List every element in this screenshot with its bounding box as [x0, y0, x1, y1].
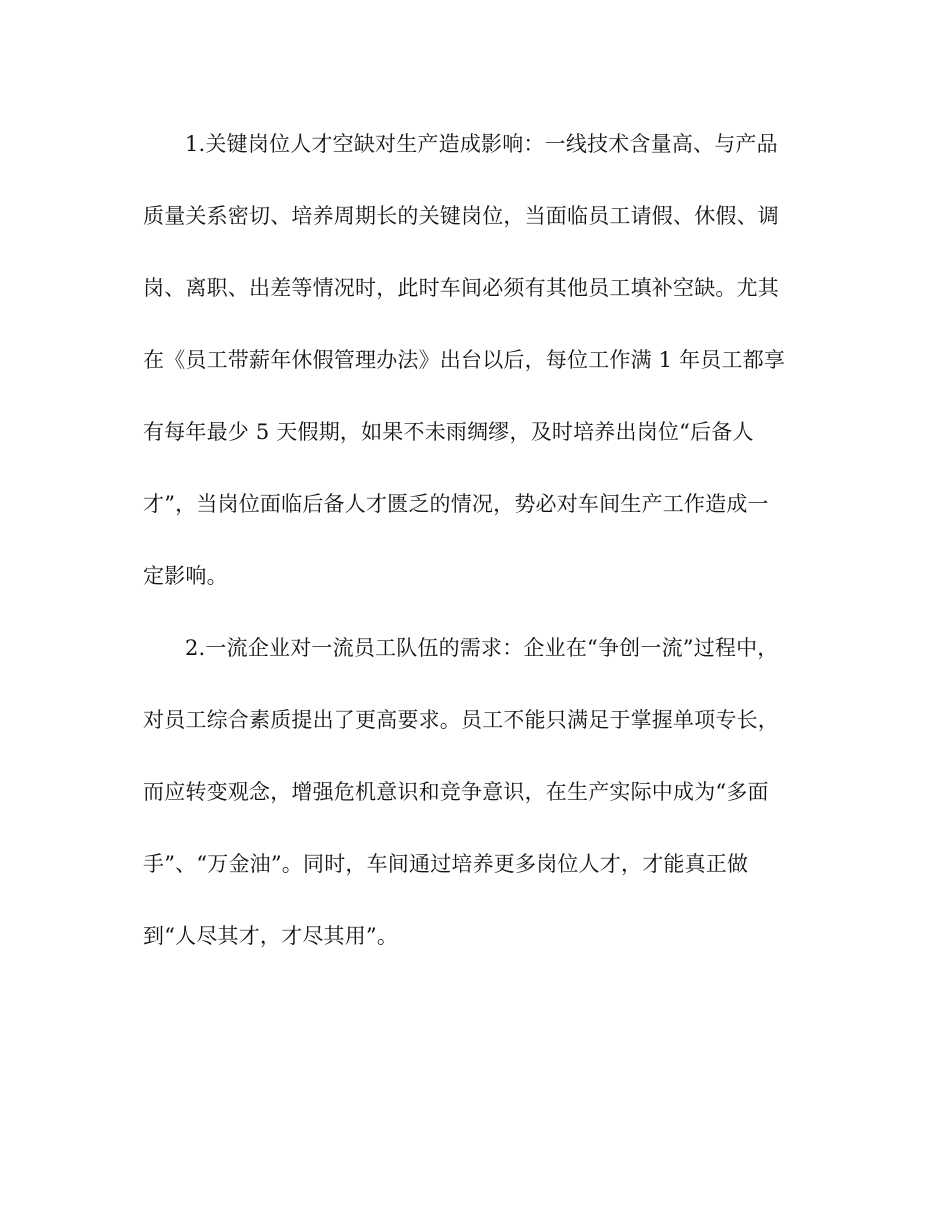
paragraph-2-line-2: 对员工综合素质提出了更高要求。员工不能只满足于掌握单项专长，	[143, 708, 779, 732]
paragraph-1-line-6: 才”，当岗位面临后备人才匮乏的情况，势必对车间生产工作造成一	[143, 492, 769, 516]
document-body	[143, 122, 808, 986]
paragraph-1-line-5: 有每年最少 5 天假期，如果不未雨绸缪，及时培养出岗位“后备人	[143, 420, 754, 444]
paragraph-1-line-2: 质量关系密切、培养周期长的关键岗位，当面临员工请假、休假、调	[143, 204, 779, 228]
paragraph-1-line-7: 定影响。	[143, 564, 228, 588]
paragraph-1-line-3: 岗、离职、出差等情况时，此时车间必须有其他员工填补空缺。尤其	[143, 276, 779, 300]
paragraph-1-line-4: 在《员工带薪年休假管理办法》出台以后，每位工作满 1 年员工都享	[143, 348, 786, 372]
paragraph-1-line-1: 1.关键岗位人才空缺对生产造成影响：一线技术含量高、与产品	[185, 132, 778, 156]
paragraph-2-line-3: 而应转变观念，增强危机意识和竞争意识，在生产实际中成为“多面	[143, 780, 769, 804]
paragraph-2-line-1: 2.一流企业对一流员工队伍的需求：企业在“争创一流”过程中，	[185, 636, 779, 660]
paragraph-2-line-4: 手”、“万金油”。同时，车间通过培养更多岗位人才，才能真正做	[143, 852, 749, 876]
paragraph-2-line-5: 到“人尽其才，才尽其用”。	[143, 924, 399, 948]
